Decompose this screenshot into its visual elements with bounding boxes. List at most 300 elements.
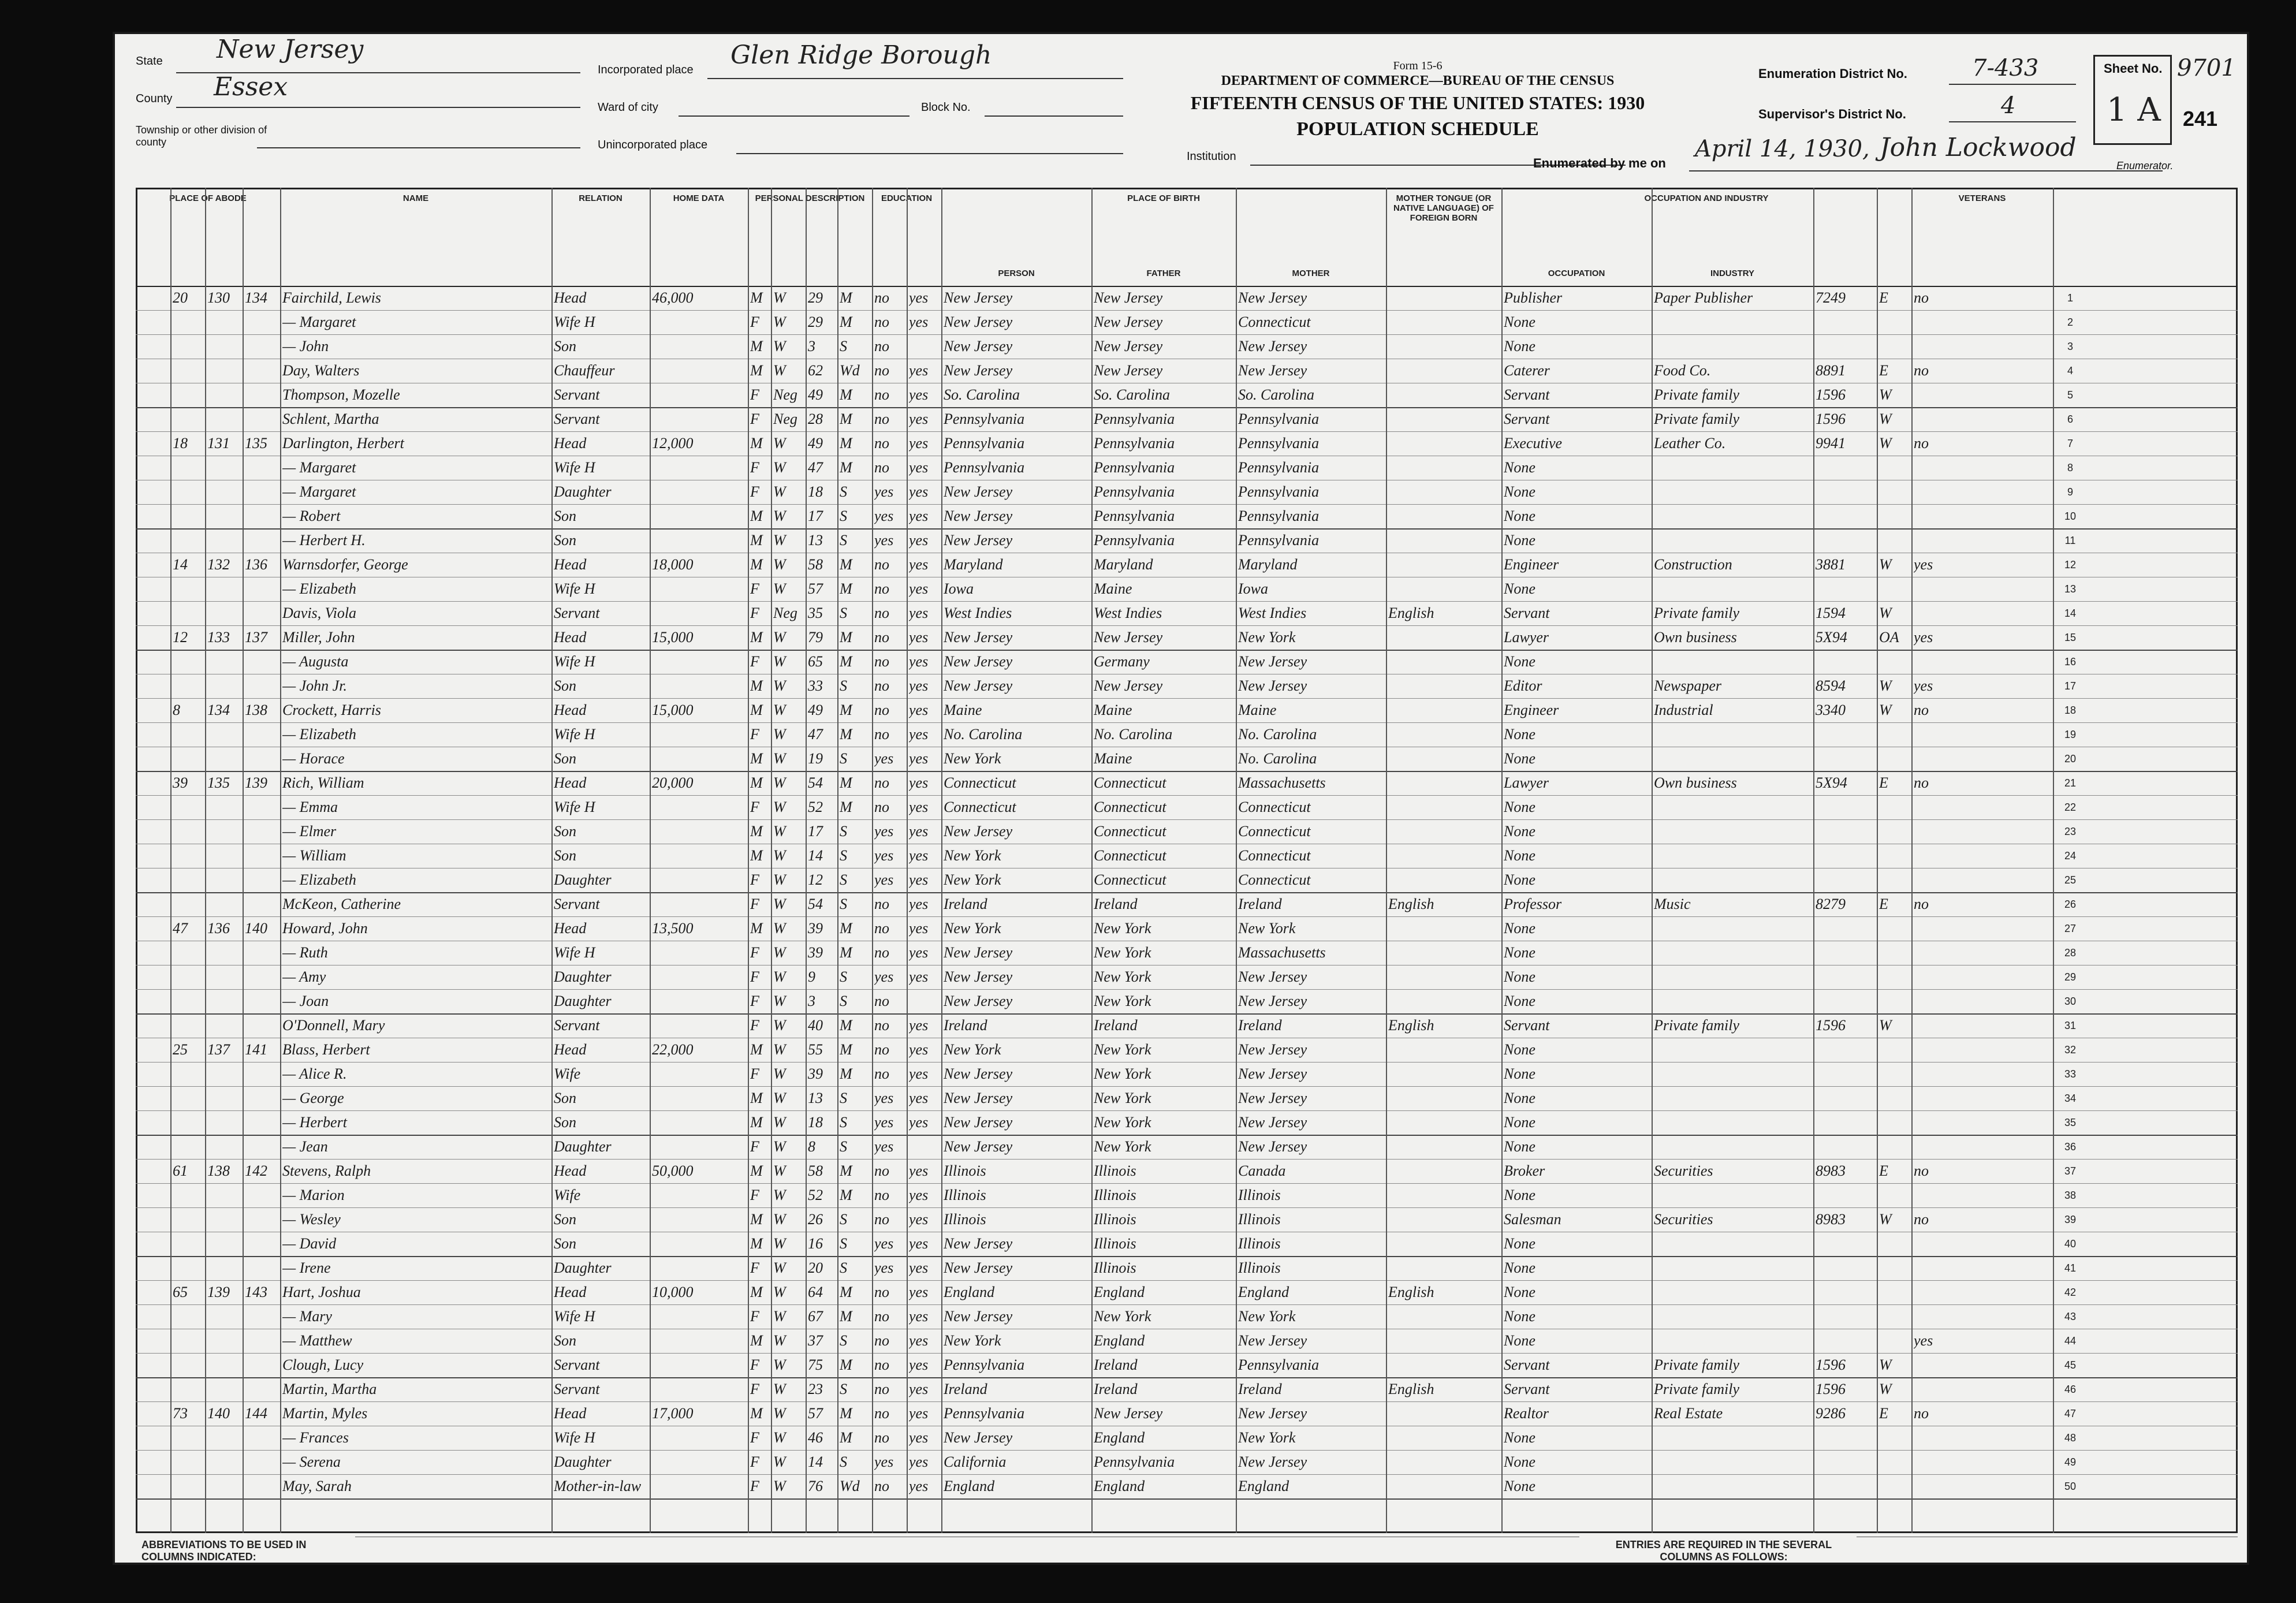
birth-cell: New Jersey [944,1235,1013,1252]
marital-cell: M [840,629,852,646]
age-cell: 76 [808,1478,823,1494]
dwelling-cell: 138 [207,1162,230,1179]
incorporated-value: Glen Ridge Borough [730,40,992,70]
sex-cell: F [750,944,759,961]
worker-cell [1879,844,1909,868]
school-cell: no [874,605,889,621]
veteran-cell: no [1914,702,1929,718]
birth-cell: New York [944,920,1001,937]
value-cell [652,383,746,407]
age-cell: 58 [808,1162,823,1179]
dwelling-cell [207,1377,240,1401]
industry-cell [1654,868,1811,892]
race-cell: W [773,1356,786,1373]
tongue-cell [1388,1062,1499,1086]
occupation-cell: None [1504,1332,1535,1349]
veteran-cell [1914,1304,2051,1329]
dwelling-cell [207,965,240,989]
father-cell: New Jersey [1094,338,1163,355]
age-cell: 47 [808,459,823,476]
tongue-cell [1388,1183,1499,1207]
dwelling-cell [207,601,240,625]
relation-cell: Head [554,774,587,791]
n-cell: 13 [2064,583,2077,595]
family-cell [245,1377,278,1401]
code-cell [1816,650,1874,674]
worker-cell [1879,480,1909,504]
veteran-cell [1914,916,2051,941]
birth-cell: England [944,1478,995,1494]
tongue-cell: English [1388,605,1434,621]
worker-cell [1879,868,1909,892]
age-cell: 39 [808,944,823,961]
age-cell: 28 [808,411,823,427]
sex-cell: M [750,823,763,840]
family-cell [245,1232,278,1256]
relation-cell: Son [554,1332,576,1349]
race-cell: W [773,580,786,597]
dwelling-cell [207,1232,240,1256]
veteran-cell [1914,383,2051,407]
dwelling-cell [207,504,240,528]
birth-cell: New Jersey [944,1065,1013,1082]
relation-cell: Daughter [554,993,612,1009]
occupation-cell: None [1504,871,1535,888]
worker-cell [1879,1110,1909,1135]
mother-cell: Maryland [1238,556,1298,573]
father-cell: Connecticut [1094,823,1166,840]
n-cell: 32 [2064,1044,2077,1056]
relation-cell: Son [554,338,576,355]
race-cell: W [773,556,786,573]
street-cell [138,844,168,868]
age-cell: 40 [808,1017,823,1034]
code-cell [1816,1086,1874,1110]
read-cell: yes [909,629,929,646]
sex-cell: M [750,532,763,549]
school-cell: no [874,1478,889,1494]
read-cell: yes [909,1114,929,1131]
enumerator-label: Enumerator. [2116,160,2174,172]
occupation-cell: None [1504,1478,1535,1494]
street-cell [138,1304,168,1329]
marital-cell: Wd [840,1478,860,1494]
code-cell [1816,1256,1874,1280]
house-cell: 14 [173,556,188,573]
father-cell: Pennsylvania [1094,1453,1175,1470]
n-cell: 47 [2064,1408,2077,1419]
table-row [136,1013,2088,1038]
age-cell: 55 [808,1041,823,1058]
census-sheet [113,32,2249,1565]
dwelling-cell [207,334,240,359]
birth-cell: New York [944,847,1001,864]
father-cell: Pennsylvania [1094,508,1175,524]
industry-cell [1654,1304,1811,1329]
school-cell: yes [874,1453,894,1470]
father-cell: New York [1094,1041,1151,1058]
tongue-cell [1388,1450,1499,1474]
school-cell: no [874,1284,889,1300]
father-cell: Maine [1094,702,1132,718]
age-cell: 52 [808,1187,823,1203]
unincorporated-label: Unincorporated place [598,139,708,151]
relation-cell: Head [554,702,587,718]
code-cell: 8594 [1816,677,1846,694]
occupation-cell: None [1504,968,1535,985]
industry-cell [1654,747,1811,771]
relation-cell: Son [554,1090,576,1106]
house-cell [173,1062,203,1086]
sheet-value: 1 A [2107,91,2161,129]
birth-cell: New Jersey [944,1429,1013,1446]
veteran-cell [1914,1232,2051,1256]
marital-cell: S [840,1114,847,1131]
relation-cell: Servant [554,1381,600,1397]
sex-cell: F [750,314,759,330]
name-cell: Schlent, Martha [282,411,379,427]
occupation-cell: Servant [1504,411,1550,427]
name-cell: McKeon, Catherine [282,896,401,912]
industry-cell: Own business [1654,629,1737,646]
enumeration-date: April 14, 1930, [1695,136,1870,162]
name-cell: — John Jr. [282,677,347,694]
father-cell: England [1094,1478,1145,1494]
school-cell: yes [874,508,894,524]
n-cell: 37 [2064,1165,2077,1177]
code-cell: 9286 [1816,1405,1846,1422]
industry-cell [1654,1280,1811,1304]
industry-cell: Private family [1654,1017,1740,1034]
family-cell [245,1474,278,1498]
table-row [136,1110,2088,1135]
value-cell [652,310,746,334]
street-cell [138,674,168,698]
race-cell: W [773,774,786,791]
sex-cell: M [750,677,763,694]
school-cell: no [874,1381,889,1397]
family-cell [245,1426,278,1450]
read-cell: yes [909,508,929,524]
marital-cell: M [840,1405,852,1422]
father-cell: New Jersey [1094,629,1163,646]
race-cell: W [773,1187,786,1203]
family-cell [245,868,278,892]
father-cell: Illinois [1094,1211,1136,1228]
state-value: New Jersey [217,35,364,64]
read-cell: yes [909,1356,929,1373]
father-cell: New Jersey [1094,314,1163,330]
house-cell [173,1013,203,1038]
tongue-cell [1388,1232,1499,1256]
education-heading: EDUCATION [881,193,933,203]
mother-cell: New Jersey [1238,338,1307,355]
father-cell: England [1094,1429,1145,1446]
age-cell: 49 [808,435,823,452]
house-cell [173,504,203,528]
race-cell: W [773,1065,786,1082]
read-cell: yes [909,847,929,864]
street-cell [138,795,168,819]
table-row [136,1353,2088,1377]
street-cell [138,1474,168,1498]
house-cell [173,1474,203,1498]
tongue-cell [1388,553,1499,577]
name-heading: NAME [402,193,429,203]
value-cell [652,868,746,892]
worker-cell: W [1879,1211,1892,1228]
value-cell [652,577,746,601]
census-title: FIFTEENTH CENSUS OF THE UNITED STATES: 1930 [1190,92,1645,113]
value-cell [652,965,746,989]
father-cell: New York [1094,1065,1151,1082]
mother-cell: Massachusetts [1238,774,1326,791]
school-cell: no [874,1162,889,1179]
birth-cell: New York [944,871,1001,888]
name-cell: — John [282,338,329,355]
worker-cell [1879,1232,1909,1256]
veteran-cell [1914,650,2051,674]
marital-cell: M [840,1162,852,1179]
n-cell: 39 [2064,1214,2077,1225]
mother-cell: New Jersey [1238,1453,1307,1470]
veteran-cell: no [1914,289,1929,306]
name-cell: Stevens, Ralph [282,1162,371,1179]
mother-cell: Pennsylvania [1238,508,1320,524]
sheet-label: Sheet No. [2104,61,2163,76]
value-cell: 17,000 [652,1405,694,1422]
dwelling-cell [207,1086,240,1110]
family-cell [245,334,278,359]
mother-cell: Pennsylvania [1238,532,1320,549]
value-cell [652,747,746,771]
occupation-cell: None [1504,847,1535,864]
dwelling-cell [207,1304,240,1329]
house-cell [173,480,203,504]
marital-cell: S [840,532,847,549]
father-cell: Ireland [1094,1017,1138,1034]
n-cell: 35 [2064,1117,2077,1128]
n-cell: 22 [2064,802,2077,813]
marital-cell: M [840,1065,852,1082]
value-cell [652,1450,746,1474]
age-cell: 33 [808,677,823,694]
code-cell [1816,528,1874,553]
read-cell: yes [909,1017,929,1034]
name-cell: — Elizabeth [282,871,356,888]
name-cell: Miller, John [282,629,355,646]
street-cell [138,1401,168,1426]
read-cell: yes [909,823,929,840]
school-cell: no [874,411,889,427]
family-cell: 136 [245,556,267,573]
value-cell [652,1207,746,1232]
read-cell: yes [909,532,929,549]
veteran-cell [1914,1062,2051,1086]
marital-cell: M [840,920,852,937]
industry-cell [1654,650,1811,674]
house-cell [173,941,203,965]
marital-cell: M [840,1017,852,1034]
mother-cell: Ireland [1238,1381,1282,1397]
value-cell [652,795,746,819]
relation-cell: Servant [554,386,600,403]
n-cell: 23 [2064,826,2077,837]
n-cell: 38 [2064,1190,2077,1201]
veteran-cell [1914,1426,2051,1450]
birth-cell: California [944,1453,1007,1470]
sex-cell: M [750,920,763,937]
marital-cell: M [840,314,852,330]
worker-cell [1879,1474,1909,1498]
worker-cell [1879,310,1909,334]
value-cell [652,1183,746,1207]
house-cell [173,1353,203,1377]
read-cell [909,1135,939,1159]
veteran-cell: no [1914,1405,1929,1422]
value-cell [652,528,746,553]
age-cell: 17 [808,823,823,840]
worker-cell [1879,965,1909,989]
school-cell: no [874,556,889,573]
house-cell [173,577,203,601]
house-cell [173,868,203,892]
veteran-cell [1914,747,2051,771]
birth-cell: Connecticut [944,774,1016,791]
code-cell [1816,916,1874,941]
house-cell: 39 [173,774,188,791]
mother-cell: Pennsylvania [1238,411,1320,427]
name-cell: — Matthew [282,1332,352,1349]
industry-cell [1654,1135,1811,1159]
veteran-cell: yes [1914,629,1933,646]
occupation-cell: None [1504,823,1535,840]
n-cell: 11 [2064,535,2076,546]
value-cell [652,1086,746,1110]
family-cell: 144 [245,1405,267,1422]
street-cell [138,1232,168,1256]
father-cell: New York [1094,1308,1151,1325]
sex-cell: F [750,1138,759,1155]
family-cell [245,601,278,625]
age-cell: 29 [808,314,823,330]
read-cell: yes [909,920,929,937]
birth-cell: Pennsylvania [944,411,1025,427]
race-cell: W [773,1284,786,1300]
street-cell [138,698,168,722]
mother-cell: Illinois [1238,1259,1281,1276]
occupation-cell: Professor [1504,896,1562,912]
n-cell: 25 [2064,874,2077,886]
worker-cell [1879,528,1909,553]
tongue-cell [1388,334,1499,359]
street-cell [138,431,168,456]
mother-cell: Massachusetts [1238,944,1326,961]
age-cell: 67 [808,1308,823,1325]
relation-cell: Wife H [554,944,595,961]
father-cell: New York [1094,993,1151,1009]
father-cell: Ireland [1094,1356,1138,1373]
read-cell: yes [909,459,929,476]
occupation-industry-heading: OCCUPATION AND INDUSTRY [1644,193,1769,203]
sex-cell: M [750,1405,763,1422]
birth-cell: Illinois [944,1187,986,1203]
mother-cell: Pennsylvania [1238,483,1320,500]
school-cell: yes [874,532,894,549]
house-cell [173,892,203,916]
race-cell: W [773,1041,786,1058]
birth-cell: New York [944,1332,1001,1349]
family-cell [245,1086,278,1110]
school-cell: no [874,1405,889,1422]
marital-cell: S [840,1453,847,1470]
family-cell [245,1329,278,1353]
marital-cell: M [840,1429,852,1446]
relation-cell: Servant [554,411,600,427]
tongue-cell [1388,1353,1499,1377]
tongue-cell [1388,407,1499,431]
birth-cell: Pennsylvania [944,1405,1025,1422]
family-cell [245,650,278,674]
sex-cell: M [750,702,763,718]
read-cell: yes [909,968,929,985]
dwelling-cell: 140 [207,1405,230,1422]
table-row [136,1038,2088,1062]
tongue-cell [1388,577,1499,601]
worker-cell [1879,456,1909,480]
family-cell [245,819,278,844]
tongue-cell [1388,1401,1499,1426]
house-cell [173,310,203,334]
industry-cell [1654,577,1811,601]
sex-cell: M [750,1284,763,1300]
veteran-cell [1914,456,2051,480]
school-cell: no [874,629,889,646]
father-cell: Illinois [1094,1162,1136,1179]
table-row [136,310,2088,334]
marital-cell: M [840,386,852,403]
age-cell: 35 [808,605,823,621]
occupation-cell: Engineer [1504,702,1559,718]
n-cell: 18 [2064,704,2077,716]
n-cell: 28 [2064,947,2077,959]
veteran-cell [1914,868,2051,892]
value-cell [652,456,746,480]
house-cell [173,1256,203,1280]
read-cell: yes [909,1308,929,1325]
occupation-cell: None [1504,580,1535,597]
tongue-cell [1388,310,1499,334]
tongue-cell [1388,674,1499,698]
table-row [136,1159,2088,1183]
table-row [136,698,2088,722]
table-row [136,528,2088,553]
name-cell: — Emma [282,799,338,815]
race-cell: W [773,338,786,355]
table-row [136,1401,2088,1426]
mother-cell: New Jersey [1238,289,1307,306]
school-cell: no [874,314,889,330]
tongue-cell [1388,941,1499,965]
industry-cell: Private family [1654,1381,1740,1397]
family-cell: 142 [245,1162,267,1179]
read-cell: yes [909,1478,929,1494]
race-cell: W [773,677,786,694]
tongue-cell [1388,504,1499,528]
name-cell: Clough, Lucy [282,1356,364,1373]
n-cell: 4 [2067,365,2073,376]
age-cell: 47 [808,726,823,743]
